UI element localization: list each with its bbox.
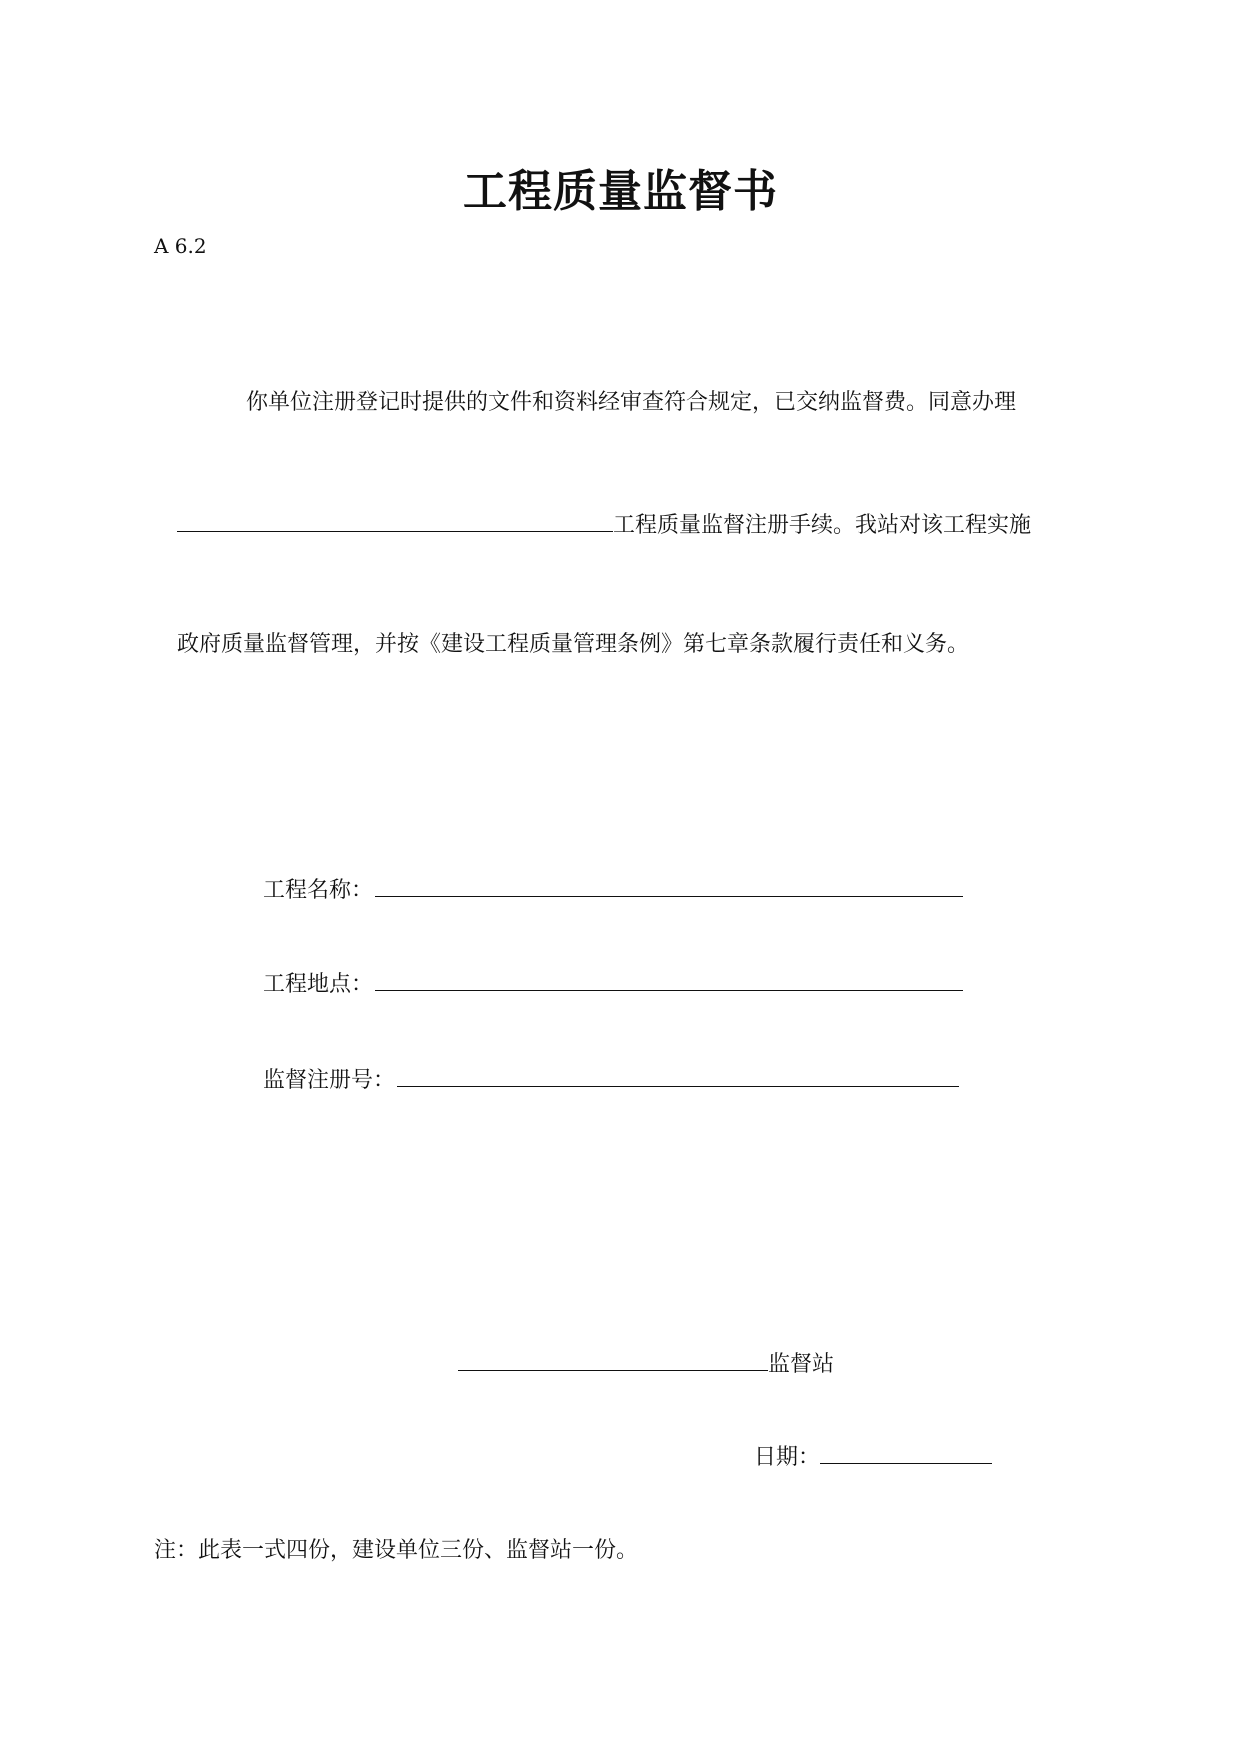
registration-number-input-line[interactable] [397, 1064, 959, 1087]
body-line-2 [177, 509, 1031, 541]
body-line-1: 你单位注册登记时提供的文件和资料经审查符合规定，已交纳监督费。同意办理 [246, 390, 1017, 415]
station-name-input-line[interactable] [458, 1348, 768, 1371]
footnote: 注：此表一式四份，建设单位三份、监督站一份。 [154, 1538, 639, 1563]
project-location-input-line[interactable] [375, 968, 963, 991]
station-suffix: 监督站 [768, 1352, 835, 1377]
form-code: A 6.2 [154, 234, 207, 258]
body-line-2-text: 工程质量监督注册手续。我站对该工程实施 [613, 513, 1032, 538]
project-blank-line[interactable] [177, 509, 613, 532]
project-name-label: 工程名称： [263, 878, 374, 903]
body-line-3: 政府质量监督管理，并按《建设工程质量管理条例》第七章条款履行责任和义务。 [177, 632, 970, 657]
project-location-label: 工程地点： [263, 972, 374, 997]
project-name-field [263, 874, 963, 906]
project-location-field [263, 968, 963, 1000]
registration-number-field [263, 1064, 959, 1096]
registration-number-label: 监督注册号： [263, 1068, 396, 1093]
project-name-input-line[interactable] [375, 874, 963, 897]
document-title: 工程质量监督书 [463, 166, 778, 217]
supervision-station-signature [458, 1348, 834, 1380]
date-input-line[interactable] [820, 1441, 992, 1464]
date-label: 日期： [754, 1445, 821, 1470]
date-field [754, 1441, 992, 1473]
